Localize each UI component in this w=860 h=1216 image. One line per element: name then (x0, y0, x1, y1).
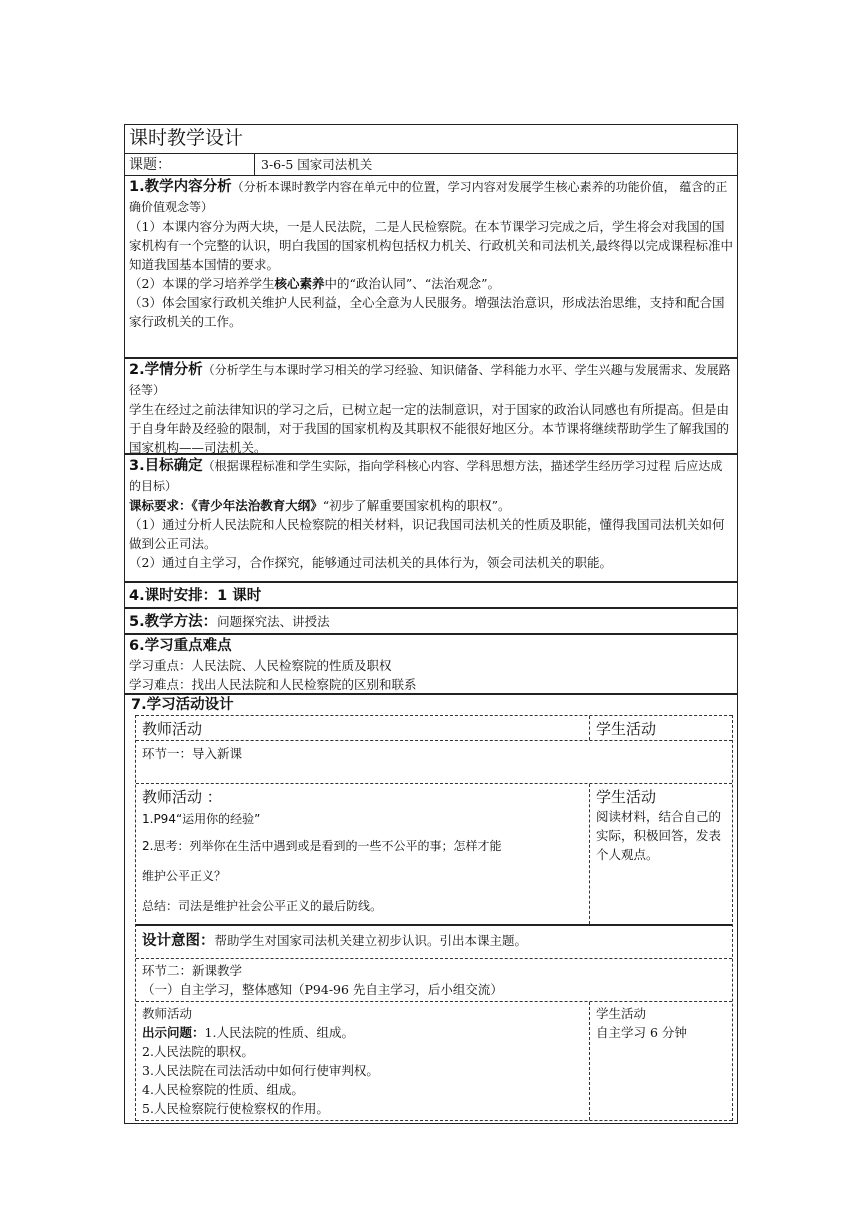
link2-activity-row (136, 1001, 732, 1121)
section-student-analysis (125, 357, 737, 453)
section1-paragraph1: （1）本课内容分为两大块，一是人民法院，二是人民检察院。在本节课学习完成之后，学生将会对我国的国家机构有一个完整的认识，明白我国的国家机构包括权力机关、行政机关和司法机关,最终得以完成课程标准中知道我国基本国情的要求。 (129, 219, 733, 272)
block1-student-text: 阅读材料，结合自己的实际，积极回答，发表个人观点。 (596, 809, 722, 862)
section5-value: 问题探究法、讲授法 (217, 614, 330, 629)
link1-label: 环节一：导入新课 (142, 746, 243, 761)
teacher-activity-header: 教师活动 (136, 716, 590, 740)
block1-item2a: 2.思考：列举你在生活中遇到或是看到的一些不公平的事；怎样才能 (142, 839, 502, 853)
section2-note: （分析学生与本课时学习相关的学习经验、知识储备、学科能力水平、学生兴趣与发展需求、发展路径等） (129, 363, 731, 397)
activity-header-row (136, 715, 732, 740)
block2-question1: 出示问题：1.人民法院的性质、组成。 (142, 1025, 354, 1040)
section6-heading: 6.学习重点难点 (129, 638, 232, 654)
section3-heading: 3.目标确定 (129, 458, 203, 474)
section3-note: （根据课程标准和学生实际，指向学科核心内容、学科思想方法，描述学生经历学习过程 后应达成的目标） (129, 459, 723, 493)
section2-paragraph1: 学生在经过之前法律知识的学习之后，已树立起一定的法制意识，对于国家的政治认同感也有所提高。但是由于自身年龄及经验的限制，对于我国的国家机构及其职权不能很好地区分。本节课将继续帮助学生了解我国的国家机构——司法机关。 (129, 402, 730, 455)
block2-student-title: 学生活动 (596, 1006, 647, 1021)
lesson-design-document (124, 124, 738, 1124)
section2-heading: 2.学情分析 (129, 362, 203, 378)
section-activity-design (125, 693, 737, 1123)
design-intent-label: 设计意图： (142, 933, 215, 949)
topic-value: 3-6-5 国家司法机关 (261, 157, 373, 172)
activity-grid (135, 715, 733, 1121)
link2-sub1: （一）自主学习，整体感知（P94-96 先自主学习，后小组交流） (142, 982, 503, 997)
section-methods (125, 607, 737, 633)
section3-paragraph1: （1）通过分析人民法院和人民检察院的相关材料，识记我国司法机关的性质及职能，懂得我国司法机关如何做到公正司法。 (129, 517, 725, 551)
block2-question5: 5.人民检察院行使检察权的作用。 (142, 1101, 329, 1116)
link1-row (136, 740, 732, 783)
block1-item2b: 维护公平正义？ (142, 869, 227, 883)
section-schedule (125, 581, 737, 607)
design-intent-text: 帮助学生对国家司法机关建立初步认识。引出本课主题。 (214, 933, 528, 948)
block2-question2: 2.人民法院的职权。 (142, 1044, 254, 1059)
block2-question3: 3.人民法院在司法活动中如何行使审判权。 (142, 1063, 379, 1078)
topic-label: 课题： (125, 154, 255, 175)
section7-heading: 7.学习活动设计 (131, 697, 234, 713)
block1-item1: 1.P94“运用你的经验” (142, 812, 261, 826)
section3-paragraph2: （2）通过自主学习，合作探究，能够通过司法机关的具体行为，领会司法机关的职能。 (129, 555, 612, 570)
design-intent-row (136, 924, 732, 958)
block2-teacher-title: 教师活动 (142, 1006, 193, 1021)
document-title: 课时教学设计 (129, 127, 244, 149)
section-objectives (125, 453, 737, 581)
section-content-analysis (125, 175, 737, 357)
section4-heading: 4.课时安排：1 课时 (129, 588, 262, 604)
block1-summary: 总结：司法是维护社会公平正义的最后防线。 (142, 899, 383, 913)
curriculum-requirement: 课标要求：《青少年法治教育大纲》“初步了解重要国家机构的职权”。 (129, 498, 511, 513)
block1-teacher-title: 教师活动 ： (142, 788, 222, 806)
link2-row (136, 958, 732, 1001)
section1-note: （分析本课时教学内容在单元中的位置，学习内容对发展学生核心素养的功能价值， 蕴含的正确价值观念等） (129, 180, 728, 214)
link2-label: 环节二：新课教学 (142, 963, 243, 978)
block2-question4: 4.人民检察院的性质、组成。 (142, 1082, 304, 1097)
section5-heading: 5.教学方法： (129, 614, 218, 630)
section-key-points (125, 633, 737, 693)
block1-student-title: 学生活动 (596, 788, 657, 806)
section1-paragraph3: （3）体会国家行政机关维护人民利益，全心全意为人民服务。增强法治意识，形成法治思维，支持和配合国家行政机关的工作。 (129, 295, 725, 329)
block2-student-text: 自主学习 6 分钟 (596, 1025, 687, 1040)
link1-activity-row (136, 783, 732, 924)
topic-row (125, 153, 737, 175)
difficult-point: 学习难点：找出人民法院和人民检察院的区别和联系 (129, 677, 417, 692)
key-point: 学习重点：人民法院、人民检察院的性质及职权 (129, 658, 392, 673)
student-activity-header: 学生活动 (596, 720, 657, 738)
section1-heading: 1.教学内容分析 (129, 179, 232, 195)
lesson-design-table (124, 124, 738, 1124)
section1-paragraph2: （2）本课的学习培养学生核心素养中的“政治认同”、“法治观念”。 (129, 276, 501, 291)
